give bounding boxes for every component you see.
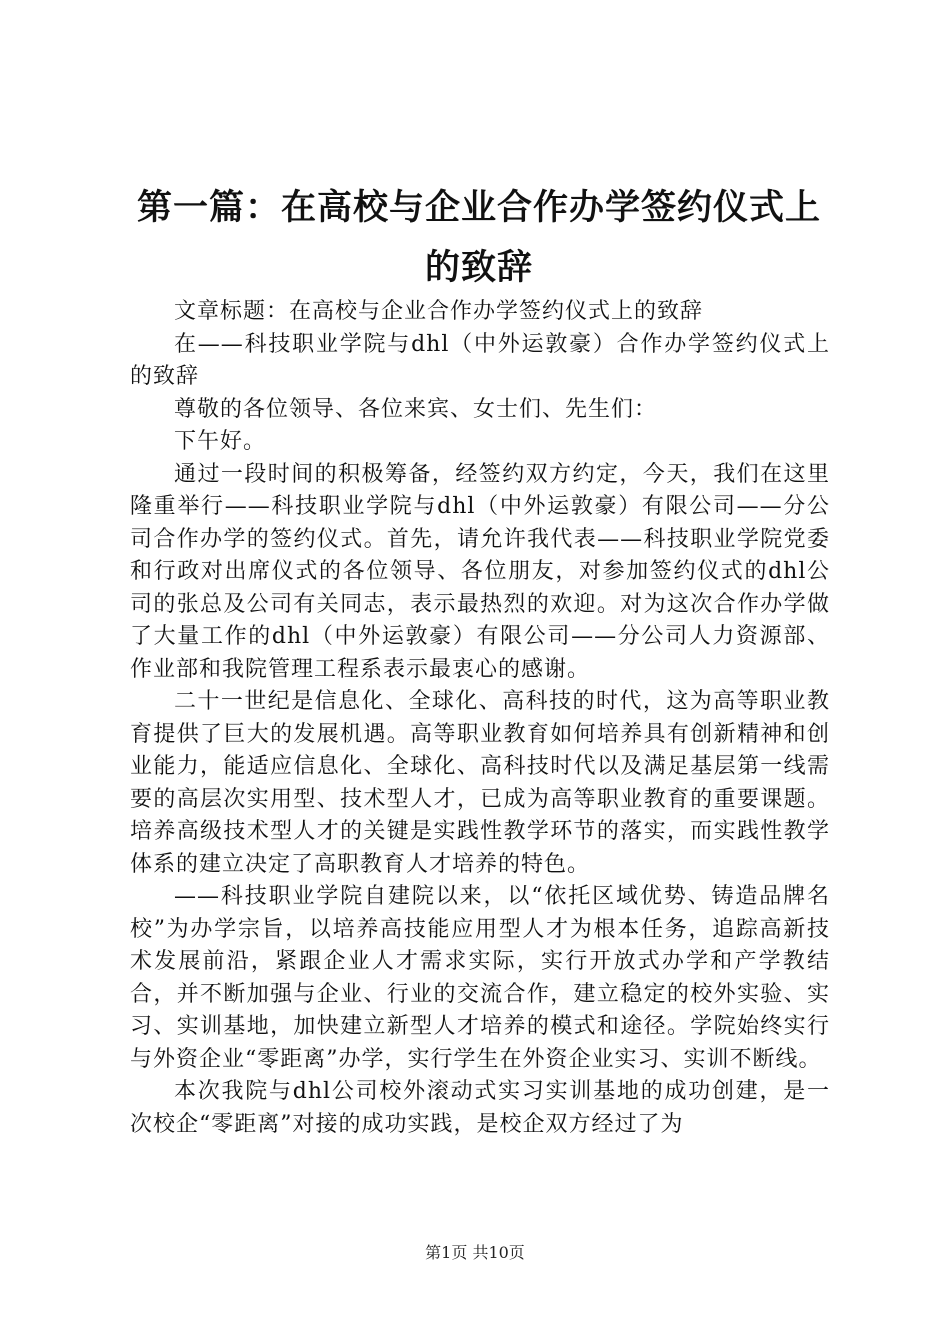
body-paragraph: 通过一段时间的积极筹备，经签约双方约定，今天，我们在这里隆重举行——科技职业学院与dhl（中外运敦豪）有限公司——分公司合作办学的签约仪式。首先，请允许我代表——科技职业学院党委和行政对出席仪式的各位领导、各位朋友，对参加签约仪式的dhl公司的张总及公司有关同志，表示最热烈的欢迎。对为这次合作办学做了大量工作的dhl（中外运敦豪）有限公司——分公司人力资源部、作业部和我院管理工程系表示最衷心的感谢。 xyxy=(130,461,830,682)
speech-heading: 在——科技职业学院与dhl（中外运敦豪）合作办学签约仪式上的致辞 xyxy=(130,331,830,389)
body-paragraph: ——科技职业学院自建院以来，以“依托区域优势、铸造品牌名校”为办学宗旨，以培养高技能应用型人才为根本任务，追踪高新技术发展前沿，紧跟企业人才需求实际，实行开放式办学和产学教结合，并不断加强与企业、行业的交流合作，建立稳定的校外实验、实习、实训基地，加快建立新型人才培养的模式和途径。学院始终实行与外资企业“零距离”办学，实行学生在外资企业实习、实训不断线。 xyxy=(130,884,830,1072)
greeting: 下午好。 xyxy=(174,429,267,454)
document-body xyxy=(130,296,830,1141)
body-paragraph: 二十一世纪是信息化、全球化、高科技的时代，这为高等职业教育提供了巨大的发展机遇。高等职业教育如何培养具有创新精神和创业能力，能适应信息化、全球化、高科技时代以及满足基层第一线需要的高层次实用型、技术型人才，已成为高等职业教育的重要课题。培养高级技术型人才的关键是实践性教学环节的落实，而实践性教学体系的建立决定了高职教育人才培养的特色。 xyxy=(130,689,830,877)
document-title: 第一篇：在高校与企业合作办学签约仪式上的致辞 xyxy=(136,188,821,288)
article-title-line: 文章标题：在高校与企业合作办学签约仪式上的致辞 xyxy=(174,299,704,324)
page-footer: 第1页 共10页 xyxy=(425,1243,525,1262)
body-paragraph: 本次我院与dhl公司校外滚动式实习实训基地的成功创建，是一次校企“零距离”对接的成功实践，是校企双方经过了为 xyxy=(130,1079,830,1137)
salutation: 尊敬的各位领导、各位来宾、女士们、先生们： xyxy=(174,396,658,422)
